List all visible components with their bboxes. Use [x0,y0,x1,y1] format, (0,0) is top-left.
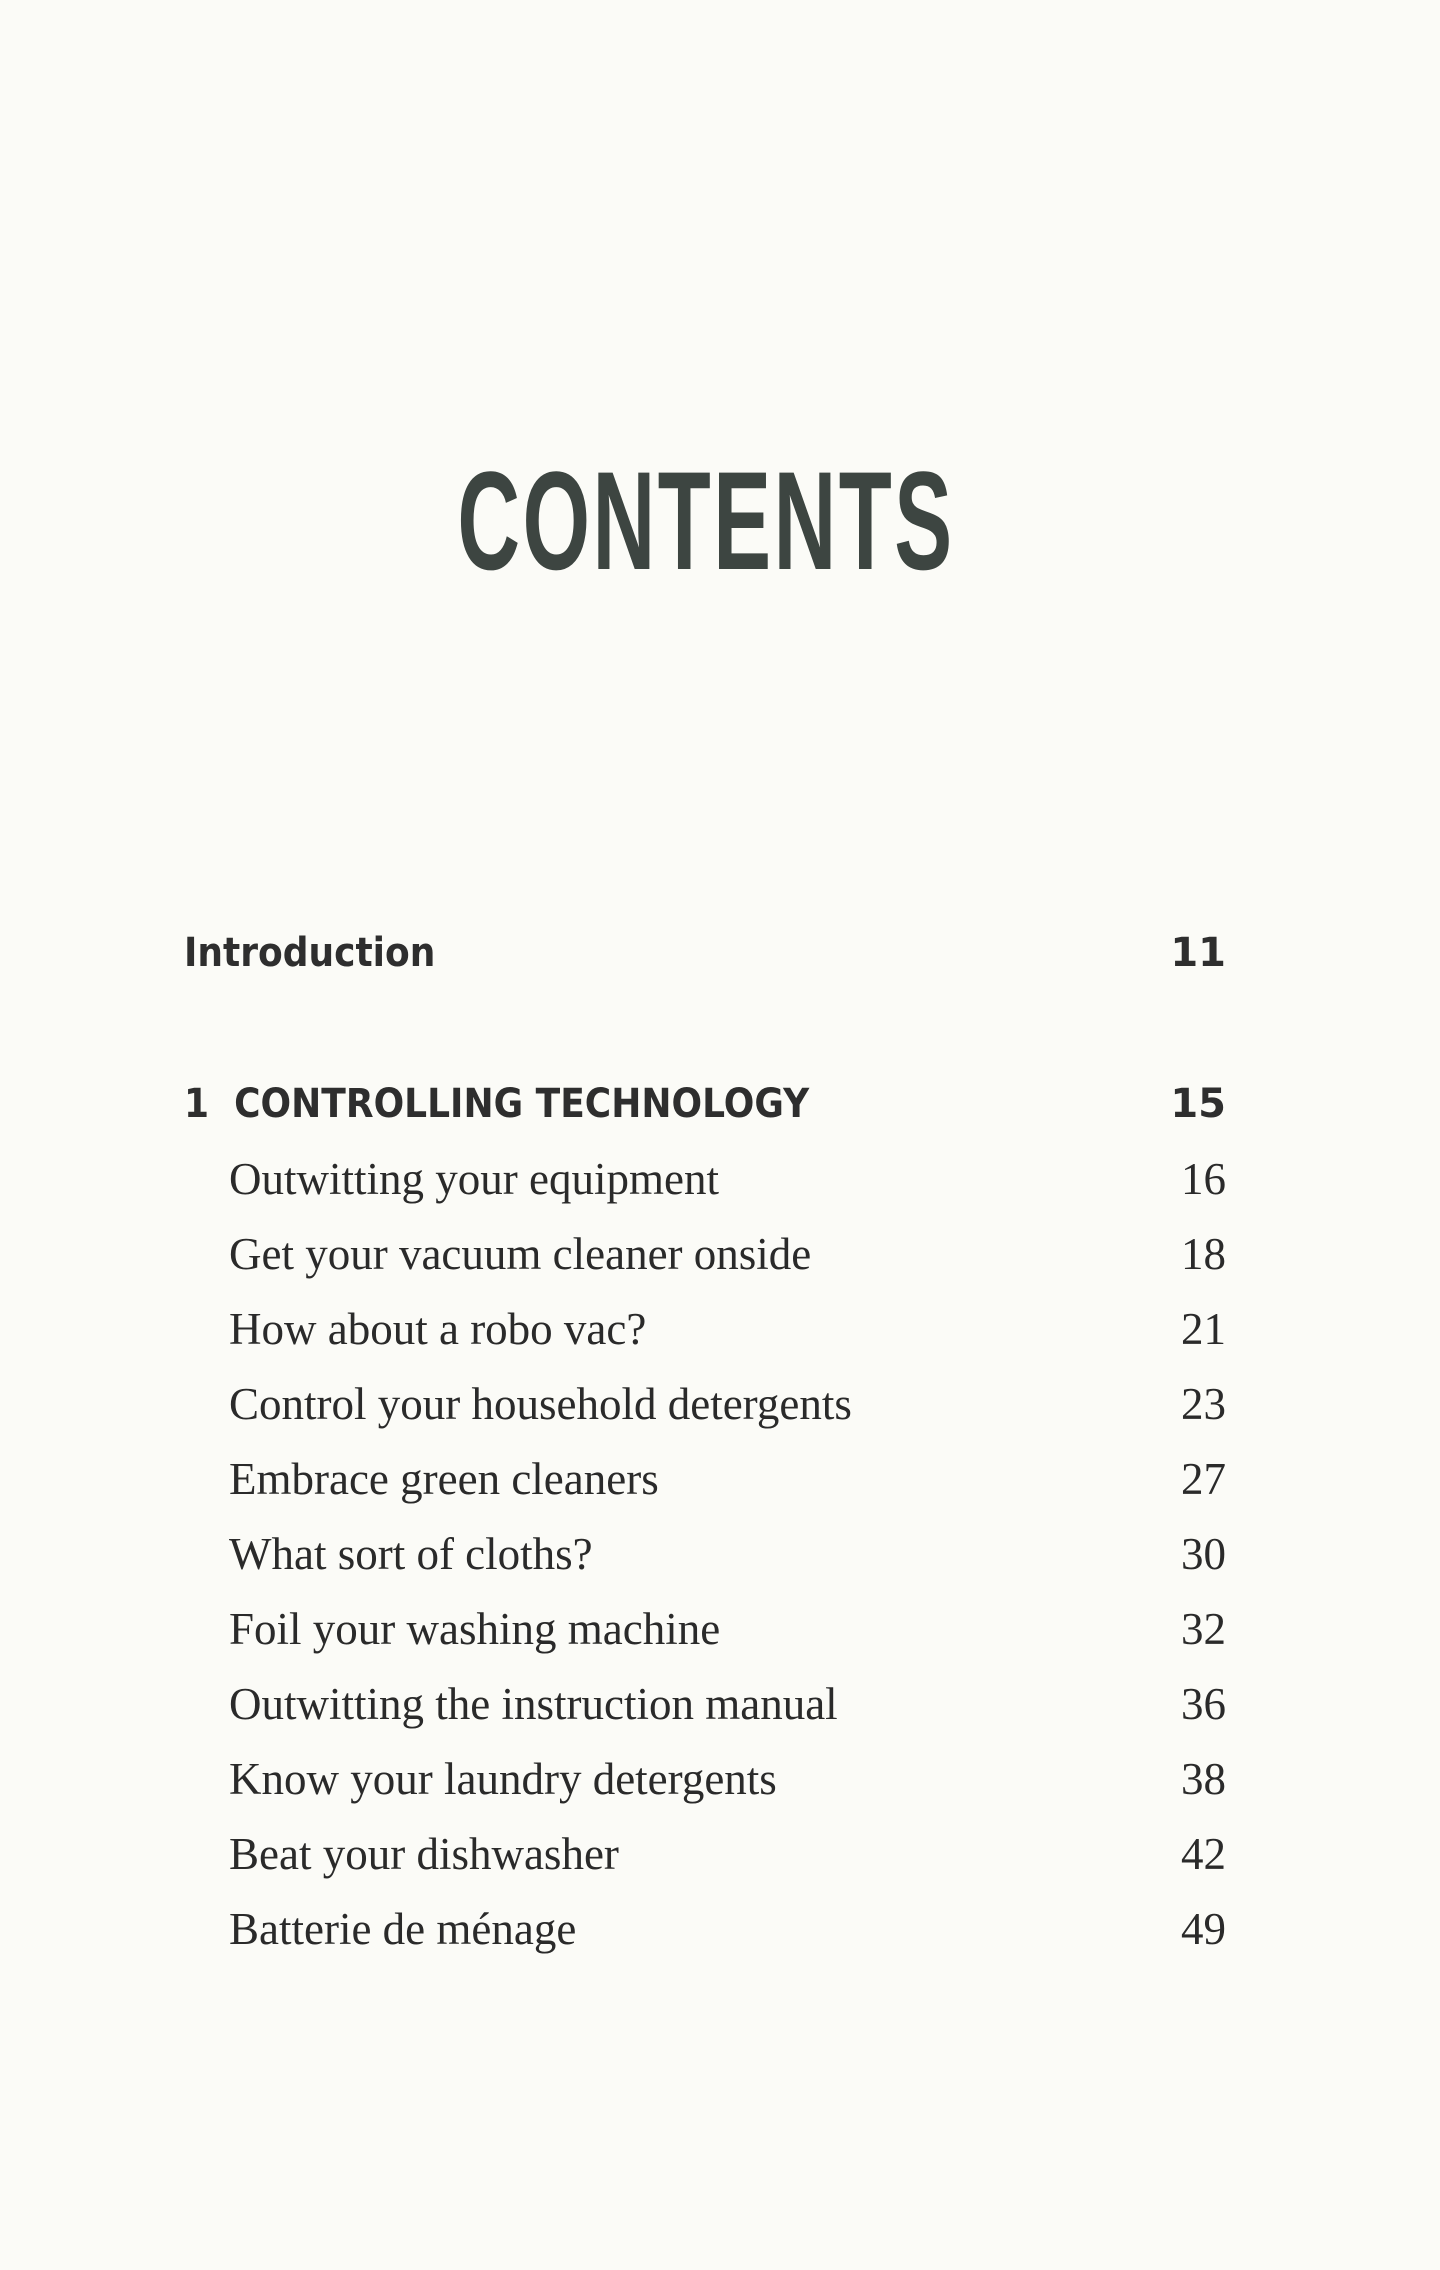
toc-entry[interactable] [229,1674,1226,1734]
toc-page: 11 [1170,930,1226,976]
page-title [0,440,1412,602]
toc-label: Control your household detergents [229,1379,852,1429]
toc-entry[interactable] [229,1899,1226,1959]
toc-label: Embrace green cleaners [229,1454,659,1504]
chapter-label: CONTROLLING TECHNOLOGY [234,1081,810,1127]
toc-page: 30 [1181,1529,1226,1579]
toc-label: Beat your dishwasher [229,1829,619,1879]
toc-page: 21 [1181,1304,1226,1354]
page-title-text: CONTENTS [457,442,955,599]
toc-entry[interactable] [229,1824,1226,1884]
toc-page: 36 [1181,1679,1226,1729]
toc-page: 27 [1181,1454,1226,1504]
toc-label: Outwitting your equipment [229,1154,719,1204]
toc-page: 38 [1181,1754,1226,1804]
toc-label: Batterie de ménage [229,1904,577,1954]
toc-entry[interactable] [229,1299,1226,1359]
toc-page: 23 [1181,1379,1226,1429]
toc-label: Know your laundry detergents [229,1754,777,1804]
toc-entry[interactable] [229,1599,1226,1659]
toc-label: What sort of cloths? [229,1529,593,1579]
toc-label: Foil your washing machine [229,1604,721,1654]
toc-page: 15 [1170,1081,1226,1127]
chapter-number: 1 [184,1081,210,1127]
toc-page: 42 [1181,1829,1226,1879]
toc-label: Introduction [184,930,436,976]
toc-label: Get your vacuum cleaner onside [229,1229,812,1279]
toc-entry[interactable] [229,1749,1226,1809]
toc-entry[interactable] [229,1524,1226,1584]
toc-introduction[interactable] [184,923,1226,983]
toc-entry[interactable] [229,1449,1226,1509]
toc-page: 18 [1181,1229,1226,1279]
toc-page: 32 [1181,1604,1226,1654]
toc-chapter-1[interactable] [184,1074,1226,1134]
toc-entry[interactable] [229,1374,1226,1434]
toc-page: 16 [1181,1154,1226,1204]
toc-label: How about a robo vac? [229,1304,647,1354]
toc-entry[interactable] [229,1149,1226,1209]
toc-entry[interactable] [229,1224,1226,1284]
toc-label: Outwitting the instruction manual [229,1679,838,1729]
toc-chapter-heading [184,1081,809,1127]
toc-page: 49 [1181,1904,1226,1954]
